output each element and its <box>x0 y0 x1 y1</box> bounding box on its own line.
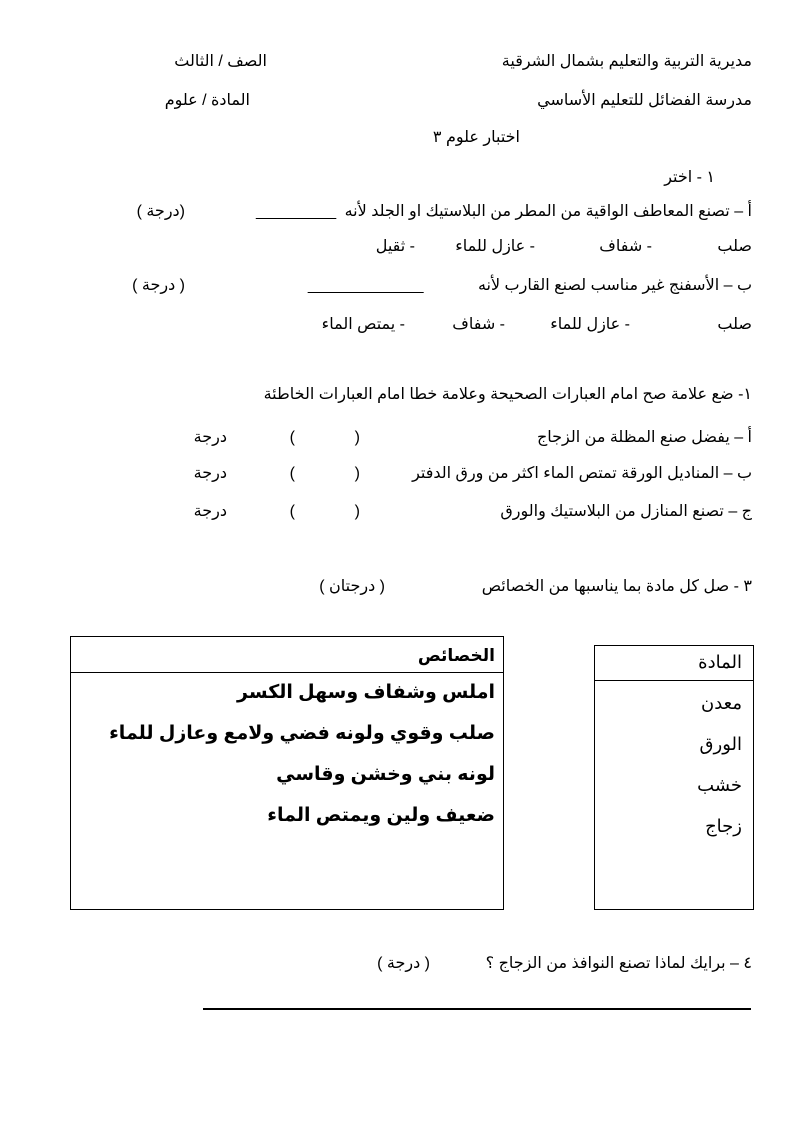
material-3: خشب <box>697 775 742 795</box>
q2b-mark: درجة <box>193 465 227 482</box>
q1a-option-4: - ثقيل <box>375 238 415 255</box>
q1b-text <box>308 276 752 296</box>
q1a-option-1: صلب <box>717 238 752 255</box>
q4-answer-line[interactable] <box>203 1008 751 1010</box>
q2c-mark: درجة <box>193 503 227 520</box>
properties-divider <box>70 672 503 673</box>
exam-title: اختبار علوم ٣ <box>432 129 520 146</box>
materials-divider <box>594 680 753 681</box>
q2-item-a: أ – يفضل صنع المظلة من الزجاج <box>536 429 752 446</box>
q2-item-b: ب – المناديل الورقة تمتص الماء اكثر من ورق الدفتر <box>412 465 752 482</box>
q1a-option-3: - عازل للماء <box>455 238 535 255</box>
properties-header: الخصائص <box>417 646 495 665</box>
q3-heading: ٣ - صل كل مادة بما يناسبها من الخصائص <box>481 578 752 595</box>
property-4: ضعيف ولين ويمتص الماء <box>267 805 495 826</box>
school-name: مدرسة الفضائل للتعليم الأساسي <box>537 92 752 109</box>
q2a-mark: درجة <box>193 429 227 446</box>
q1a-option-2: - شفاف <box>599 238 652 255</box>
material-4: زجاج <box>705 816 742 836</box>
q4-mark: ( درجة ) <box>377 955 430 972</box>
property-1: املس وشفاف وسهل الكسر <box>237 682 495 703</box>
q2c-paren-open[interactable]: ( <box>354 503 360 520</box>
grade-label: الصف / الثالث <box>174 53 267 70</box>
q2c-paren-close[interactable]: ) <box>289 503 295 520</box>
q2a-paren-open[interactable]: ( <box>354 429 360 446</box>
q2a-paren-close[interactable]: ) <box>289 429 295 446</box>
q1a-mark: (درجة ) <box>136 203 185 220</box>
property-2: صلب وقوي ولونه فضي ولامع وعازل للماء <box>109 723 495 744</box>
q1b-option-2: - عازل للماء <box>550 316 630 333</box>
q1-heading: ١ - اختر <box>664 169 715 186</box>
subject-label: المادة / علوم <box>164 92 250 109</box>
material-1: معدن <box>701 693 742 713</box>
q1b-option-1: صلب <box>717 316 752 333</box>
materials-header: المادة <box>698 652 742 672</box>
property-3: لونه بني وخشن وقاسي <box>276 764 495 785</box>
q1a-text <box>256 202 752 222</box>
directorate-name: مديرية التربية والتعليم بشمال الشرقية <box>501 53 752 70</box>
q1b-blank[interactable]: _____________ <box>307 277 424 294</box>
q2b-paren-close[interactable]: ) <box>289 465 295 482</box>
q2-item-c: ج – تصنع المنازل من البلاستيك والورق <box>500 503 752 520</box>
q1b-option-3: - شفاف <box>452 316 505 333</box>
q1b-mark: ( درجة ) <box>132 277 185 294</box>
q4-question: ٤ – برايك لماذا تصنع النوافذ من الزجاج ؟ <box>485 955 752 972</box>
q2-heading: ١- ضع علامة صح امام العبارات الصحيحة وعلامة خطا امام العبارات الخاطئة <box>263 386 752 403</box>
q2b-paren-open[interactable]: ( <box>354 465 360 482</box>
material-2: الورق <box>699 734 742 754</box>
q3-mark: ( درجتان ) <box>319 578 385 595</box>
q1b-question: ب – الأسفنج غير مناسب لصنع القارب لأنه <box>477 277 752 294</box>
q1a-question: أ – تصنع المعاطف الواقية من المطر من البلاستيك او الجلد لأنه <box>344 203 752 220</box>
q1a-blank[interactable]: _________ <box>256 203 337 220</box>
q1b-option-4: - يمتص الماء <box>321 316 405 333</box>
